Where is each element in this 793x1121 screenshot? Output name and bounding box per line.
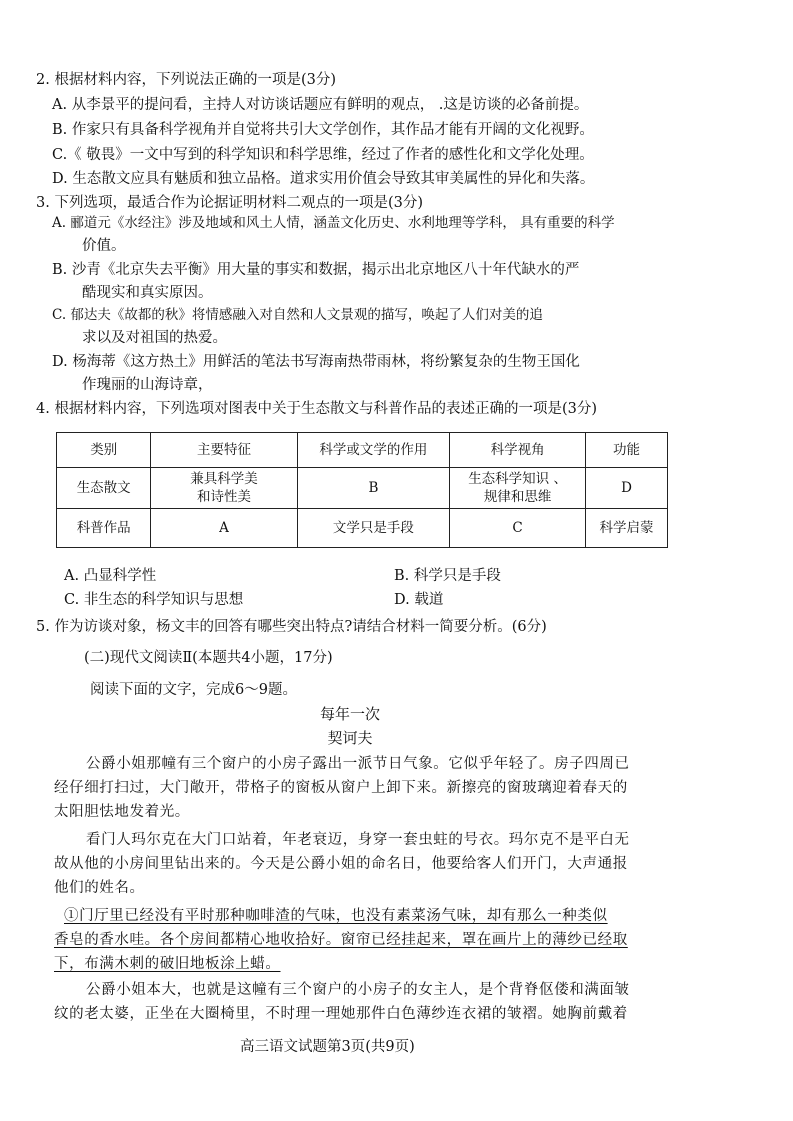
table-cell-line: 规律和思维 [483, 489, 552, 505]
q2-option-a: A. 从李景平的提问看，主持人对访谈话题应有鲜明的观点， .这是访谈的必备前提。 [52, 97, 589, 113]
q3-option-a-cont: 价值。 [82, 238, 126, 254]
table-cell: D [586, 468, 668, 509]
table-cell: C [450, 509, 586, 548]
q2-option-d: D. 生态散文应具有魅质和独立品格。道求实用价值会导致其审美属性的异化和失落。 [52, 171, 595, 187]
passage-author: 契诃夫 [327, 729, 373, 747]
table-cell-line: 兼具科学美 [190, 471, 258, 487]
q3-option-b: B. 沙青《北京失去平衡》用大量的事实和数据，揭示出北京地区八十年代缺水的严 [52, 262, 580, 278]
table-cell: 科普作品 [57, 509, 151, 548]
passage-paragraph-1-cont: 经仔细打扫过，大门敞开，带格子的窗板从窗户上卸下来。新擦亮的窗玻璃迎着春天的 [54, 780, 628, 796]
q4-option-c: C. 非生态的科学知识与思想 [64, 592, 244, 608]
table-cell-line: 生态科学知识 、 [468, 471, 567, 487]
q2-option-b: B. 作家只有具备科学视角并自觉将共引大文学创作，其作品才能有开阔的文化视野。 [52, 122, 594, 138]
q3-option-c-cont: 求以及对祖国的热爱。 [82, 330, 227, 346]
section-instruction: 阅读下面的文字，完成6～9题。 [90, 682, 297, 698]
table-cell: 生态散文 [57, 468, 151, 509]
table-header-cell: 类别 [57, 433, 151, 468]
q3-option-a: A. 郦道元《水经注》涉及地域和风土人情，涵盖文化历史、水利地理等学科， 具有重要的科学 [52, 215, 615, 231]
table-header-cell: 主要特征 [151, 433, 297, 468]
page-footer: 高三语文试题第3页(共9页) [240, 1039, 415, 1055]
table-header-cell: 功能 [586, 433, 668, 468]
passage-paragraph-2-cont: 故从他的小房间里钻出来的。今天是公爵小姐的命名日，他要给客人们开门，大声通报 [54, 856, 628, 872]
table-header-cell: 科学视角 [450, 433, 586, 468]
q5-stem: 5. 作为访谈对象，杨文丰的回答有哪些突出特点?请结合材料一简要分析。(6分) [36, 619, 547, 635]
q4-option-d: D. 载道 [394, 592, 444, 608]
q2-stem: 2. 根据材料内容，下列说法正确的一项是(3分) [36, 72, 336, 88]
q3-option-d: D. 杨海蒂《这方热土》用鲜活的笔法书写海南热带雨林，将纷繁复杂的生物王国化 [52, 354, 580, 370]
table-cell: A [151, 509, 297, 548]
q3-stem: 3. 下列选项，最适合作为论据证明材料二观点的一项是(3分) [36, 195, 423, 211]
table-cell [151, 468, 297, 509]
passage-paragraph-1-cont: 太阳胆怯地发着光。 [54, 804, 190, 820]
q4-stem: 4. 根据材料内容，下列选项对图表中关于生态散文与科普作品的表述正确的一项是(3分) [36, 401, 597, 417]
passage-paragraph-2-cont: 他们的姓名。 [54, 880, 145, 896]
q3-option-b-cont: 酷现实和真实原因。 [82, 285, 213, 301]
table-header-cell: 科学或文学的作用 [297, 433, 449, 468]
passage-paragraph-3-underlined: ①门厅里已经没有平时那种咖啡渣的气味，也没有素菜汤气味，却有那么一种类似 [64, 908, 608, 924]
table-header-row [57, 433, 668, 468]
passage-paragraph-4-cont: 纹的老太婆，正坐在大圈椅里，不时理一理她那件白色薄纱连衣裙的皱褶。她胸前戴着 [54, 1006, 628, 1022]
q4-option-b: B. 科学只是手段 [394, 568, 501, 584]
table-cell-line: 和诗性美 [197, 489, 252, 505]
table-cell: 文学只是手段 [297, 509, 449, 548]
q3-option-d-cont: 作瑰丽的山海诗章， [82, 377, 213, 393]
q4-option-a: A. 凸显科学性 [64, 568, 157, 584]
q3-option-c: C. 郁达夫《故都的秋》将情感融入对自然和人文景观的描写，唤起了人们对美的追 [52, 307, 543, 323]
passage-title: 每年一次 [319, 705, 380, 723]
comparison-table [56, 432, 668, 548]
table-row [57, 509, 668, 548]
table-cell: 科学启蒙 [586, 509, 668, 548]
table-cell: B [297, 468, 449, 509]
passage-paragraph-3-underlined: 下，布满木刺的破旧地板涂上蜡。 [54, 956, 281, 972]
passage-paragraph-1: 公爵小姐那幢有三个窗户的小房子露出一派节日气象。它似乎年轻了。房子四周已 [86, 756, 630, 772]
passage-paragraph-3-underlined: 香皂的香水哇。各个房间都精心地收拾好。窗帘已经挂起来，罩在画片上的薄纱已经取 [54, 932, 628, 948]
table-cell [450, 468, 586, 509]
passage-paragraph-4: 公爵小姐本大，也就是这幢有三个窗户的小房子的女主人，是个背脊伛偻和满面皱 [86, 982, 630, 998]
passage-paragraph-2: 看门人玛尔克在大门口站着，年老衰迈，身穿一套虫蛀的号衣。玛尔克不是平白无 [86, 832, 630, 848]
table-row [57, 468, 668, 509]
section-heading: (二)现代文阅读Ⅱ(本题共4小题，17分) [84, 650, 333, 666]
q2-option-c: C.《 敬畏》一文中写到的科学知识和科学思维，经过了作者的感性化和文学化处理。 [52, 147, 594, 163]
